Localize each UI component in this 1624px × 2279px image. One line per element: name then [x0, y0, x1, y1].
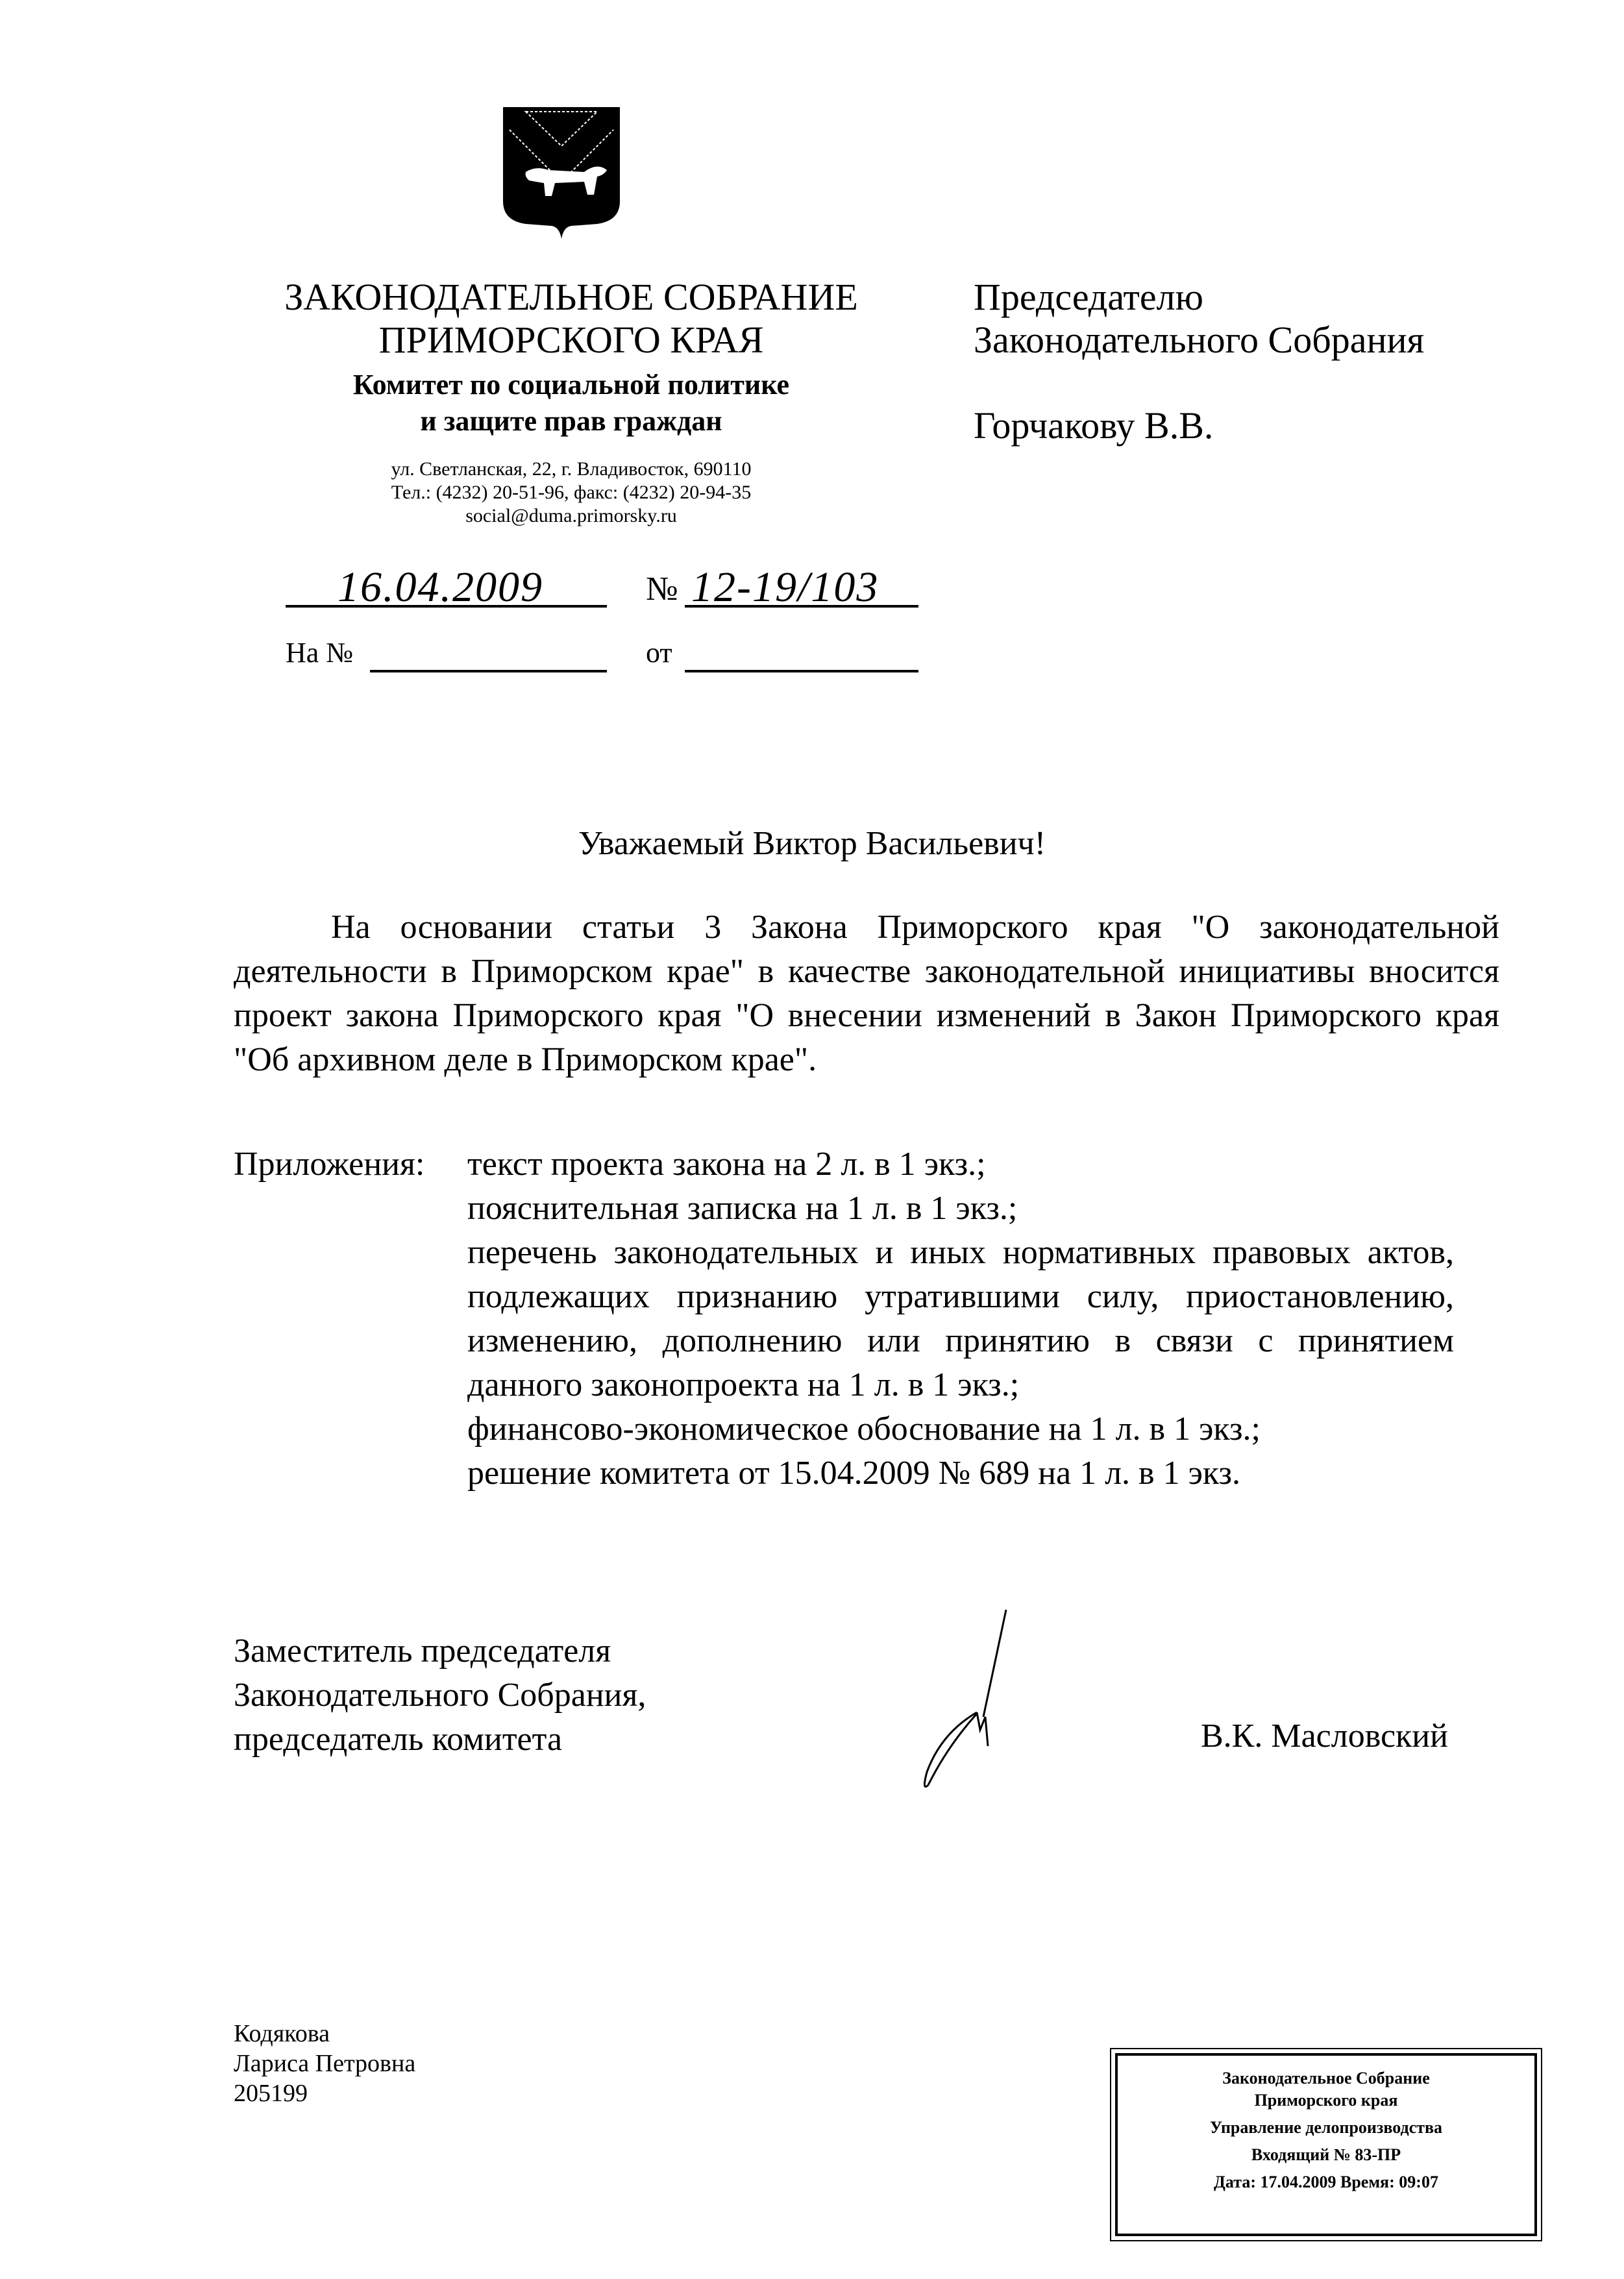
signatory-position-line2: Законодательного Собрания, — [234, 1677, 646, 1714]
executor-name: Лариса Петровна — [234, 2050, 416, 2077]
letterhead-contacts — [247, 458, 896, 528]
addressee-block — [974, 276, 1424, 447]
committee-name-line1: Комитет по социальной политике — [352, 369, 790, 400]
handwritten-signature-icon — [844, 1597, 1039, 1792]
attachment-item: финансово-экономическое обоснование на 1 л. в 1 экз.; — [467, 1411, 1261, 1447]
stamp-incoming-number: Входящий № 83-ПР — [1251, 2145, 1401, 2164]
signatory-name: В.К. Масловский — [1201, 1718, 1448, 1755]
signatory-position — [234, 1629, 646, 1762]
attachments — [234, 1142, 1499, 1496]
stamp-department: Управление делопроизводства — [1210, 2118, 1442, 2137]
outgoing-date: 16.04.2009 — [338, 563, 543, 611]
email-address[interactable]: social@duma.primorsky.ru — [465, 505, 677, 526]
signatory-position-line1: Заместитель председателя — [234, 1632, 611, 1669]
executor-surname: Кодякова — [234, 2020, 330, 2047]
organization-name-line1: ЗАКОНОДАТЕЛЬНОЕ СОБРАНИЕ — [284, 276, 858, 318]
stamp-org-line2: Приморского края — [1254, 2091, 1398, 2110]
from-label: от — [646, 637, 672, 669]
incoming-registration-stamp — [1115, 2053, 1537, 2236]
reply-to-label: На № — [286, 637, 354, 669]
attachment-item: текст проекта закона на 2 л. в 1 экз.; — [467, 1146, 986, 1183]
outgoing-number: 12-19/103 — [691, 563, 880, 611]
stamp-org-line1: Законодательное Собрание — [1222, 2069, 1430, 2088]
executor-contact — [234, 2019, 415, 2108]
attachment-item: перечень законодательных и иных нормативных правовых актов, подлежащих признанию утратившими силу, приостановлению, изменению, дополнению или принятию в связи с принятием данного законопроекта на 1 л. в 1 экз.; — [467, 1234, 1454, 1403]
attachment-item: решение комитета от 15.04.2009 № 689 на 1 л. в 1 экз. — [467, 1455, 1241, 1492]
attachments-label: Приложения: — [234, 1146, 425, 1183]
from-date-field — [685, 670, 918, 672]
phone-fax: Тел.: (4232) 20-51-96, факс: (4232) 20-94-35 — [391, 482, 752, 503]
coat-of-arms-icon — [500, 97, 623, 240]
organization-name-line2: ПРИМОРСКОГО КРАЯ — [378, 319, 764, 361]
attachment-item: пояснительная записка на 1 л. в 1 экз.; — [467, 1190, 1018, 1227]
reply-reference — [286, 630, 935, 682]
organization-name — [247, 276, 896, 362]
committee-name-line2: и защите прав граждан — [420, 405, 722, 437]
addressee-title-line1: Председателю — [974, 276, 1203, 318]
committee-name — [247, 367, 896, 439]
addressee-title-line2: Законодательного Собрания — [974, 319, 1425, 361]
attachments-list — [234, 1142, 1454, 1496]
number-label: № — [646, 571, 678, 608]
outgoing-registration — [286, 565, 935, 617]
greeting: Уважаемый Виктор Васильевич! — [578, 825, 1046, 862]
addressee-name: Горчакову В.В. — [974, 404, 1214, 447]
letter-body: На основании статьи 3 Закона Приморского края "О законодательной деятельности в Приморском крае" в качестве законодательной инициативы вносится проект закона Приморского края "О внесении изменений в Закон Приморского края "Об архивном деле в Приморском крае". — [234, 909, 1499, 1078]
stamp-date-time: Дата: 17.04.2009 Время: 09:07 — [1214, 2173, 1438, 2191]
reply-to-number-field — [370, 670, 607, 672]
executor-phone: 205199 — [234, 2080, 308, 2107]
postal-address: ул. Светланская, 22, г. Владивосток, 690110 — [391, 458, 752, 480]
signatory-position-line3: председатель комитета — [234, 1721, 563, 1758]
